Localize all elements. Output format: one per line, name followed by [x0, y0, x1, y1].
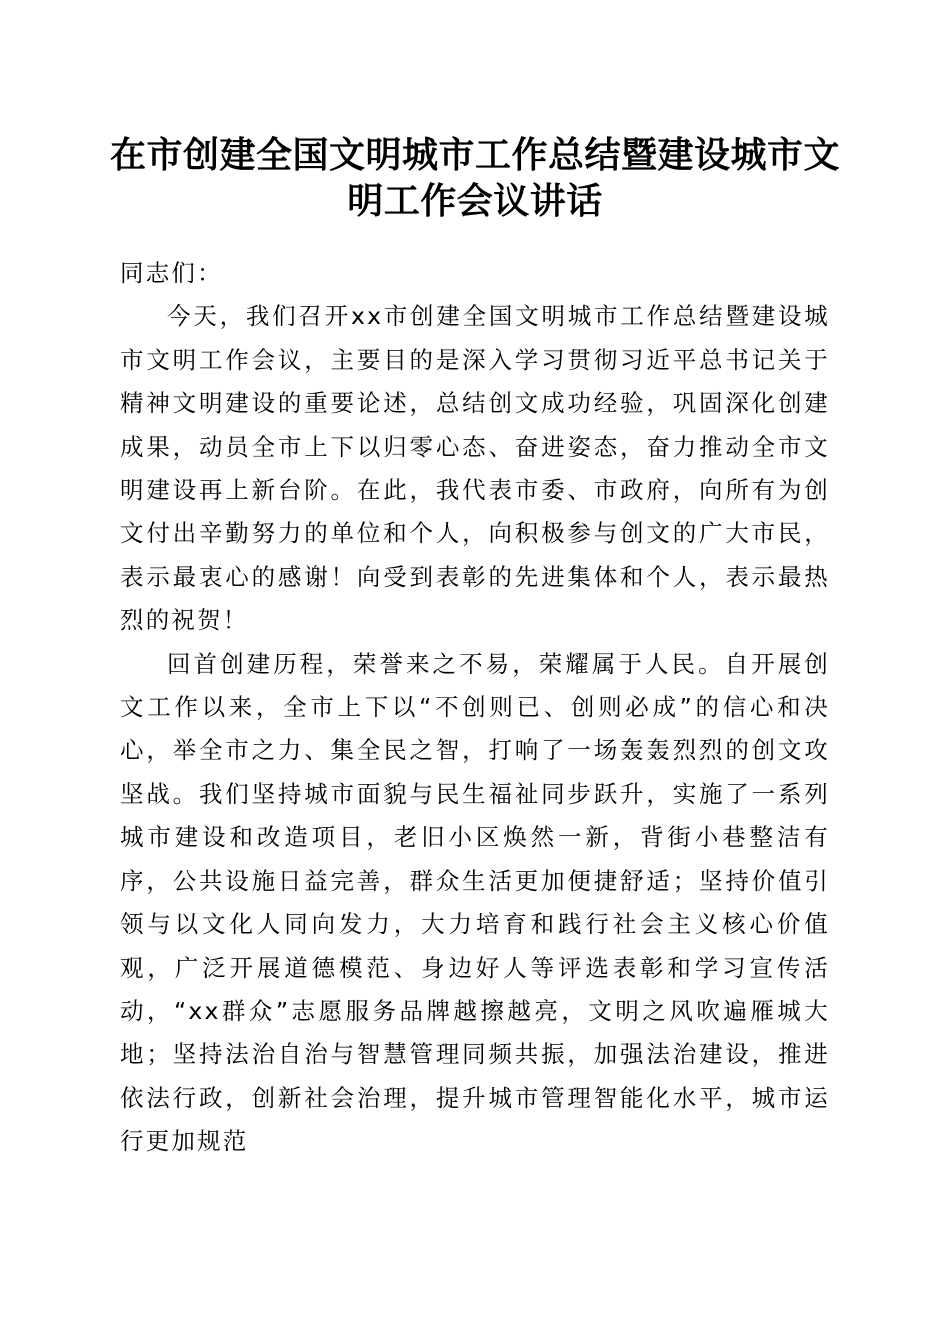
- paragraph-opening: 今天，我们召开xx市创建全国文明城市工作总结暨建设城市文明工作会议，主要目的是深入学习贯彻习近平总书记关于精神文明建设的重要论述，总结创文成功经验，巩固深化创建成果，动员全市上下以归零心态、奋进姿态，奋力推动全市文明建设再上新台阶。在此，我代表市委、市政府，向所有为创文付出辛勤努力的单位和个人，向积极参与创文的广大市民，表示最衷心的感谢！向受到表彰的先进集体和个人，表示最热烈的祝贺！: [120, 302, 830, 635]
- salutation: 同志们：: [120, 259, 223, 287]
- document-title: 在市创建全国文明城市工作总结暨建设城市文明工作会议讲话: [110, 134, 841, 222]
- document-body: [120, 252, 830, 1164]
- paragraph-review: 回首创建历程，荣誉来之不易，荣耀属于人民。自开展创文工作以来，全市上下以“不创则已、创则必成”的信心和决心，举全市之力、集全民之智，打响了一场轰轰烈烈的创文攻坚战。我们坚持城市面貌与民生福祉同步跃升，实施了一系列城市建设和改造项目，老旧小区焕然一新，背街小巷整洁有序，公共设施日益完善，群众生活更加便捷舒适；坚持价值引领与以文化人同向发力，大力培育和践行社会主义核心价值观，广泛开展道德模范、身边好人等评选表彰和学习宣传活动，“xx群众”志愿服务品牌越擦越亮，文明之风吹遍雁城大地；坚持法治自治与智慧管理同频共振，加强法治建设，推进依法行政，创新社会治理，提升城市管理智能化水平，城市运行更加规范: [120, 649, 830, 1156]
